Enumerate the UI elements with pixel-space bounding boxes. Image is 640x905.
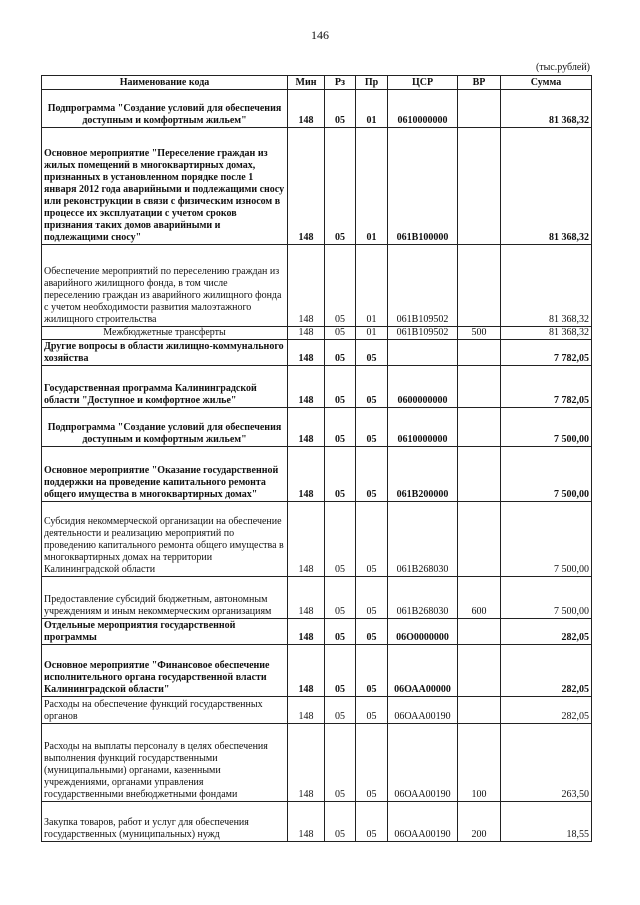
row-sum: 263,50 [501,724,592,802]
row-csr: 06ОАА00190 [388,724,458,802]
row-rz: 05 [325,697,356,724]
header-csr: ЦСР [388,76,458,90]
row-name: Основное мероприятие "Оказание государственной поддержки на проведение капитального ремонта общего имущества в многоквартирных домах" [42,447,288,502]
row-rz: 05 [325,577,356,619]
row-sum: 282,05 [501,645,592,697]
table-row [42,408,592,447]
row-name: Субсидия некоммерческой организации на обеспечение деятельности и реализацию мероприятий по проведению капитального ремонта общего имущества в многоквартирных домах на территории Калининградской области [42,502,288,577]
row-rz: 05 [325,502,356,577]
units-label: (тыс.рублей) [535,62,590,73]
row-sum: 7 500,00 [501,408,592,447]
row-min: 148 [288,128,325,245]
row-csr: 061В200000 [388,447,458,502]
row-min: 148 [288,502,325,577]
row-vr: 600 [458,577,501,619]
row-csr: 06ОАА00190 [388,802,458,842]
row-csr: 0610000000 [388,90,458,128]
row-min: 148 [288,724,325,802]
row-rz: 05 [325,645,356,697]
row-pr: 05 [356,577,388,619]
table-row [42,327,592,340]
row-rz: 05 [325,245,356,327]
row-name: Межбюджетные трансферты [42,327,288,340]
row-rz: 05 [325,366,356,408]
table-row [42,340,592,366]
table-row [42,802,592,842]
row-csr: 06ОАА00000 [388,645,458,697]
row-min: 148 [288,340,325,366]
row-min: 148 [288,697,325,724]
row-min: 148 [288,327,325,340]
table-row [42,245,592,327]
row-sum: 7 500,00 [501,577,592,619]
table-row [42,502,592,577]
row-rz: 05 [325,619,356,645]
row-rz: 05 [325,90,356,128]
row-vr [458,340,501,366]
header-min: Мин [288,76,325,90]
row-rz: 05 [325,408,356,447]
table-row [42,645,592,697]
table-header-row [42,76,592,90]
row-vr [458,408,501,447]
row-pr: 05 [356,340,388,366]
row-pr: 05 [356,619,388,645]
row-csr: 061В109502 [388,245,458,327]
row-name: Закупка товаров, работ и услуг для обеспечения государственных (муниципальных) нужд [42,802,288,842]
table-row [42,128,592,245]
row-rz: 05 [325,802,356,842]
row-sum: 81 368,32 [501,245,592,327]
row-name: Основное мероприятие "Финансовое обеспечение исполнительного органа государственной власти Калининградской области" [42,645,288,697]
row-name: Расходы на обеспечение функций государственных органов [42,697,288,724]
row-vr [458,619,501,645]
row-csr: 06ОАА00190 [388,697,458,724]
page-number: 146 [311,28,329,42]
header-pr: Пр [356,76,388,90]
table-row [42,90,592,128]
row-vr [458,447,501,502]
row-name: Расходы на выплаты персоналу в целях обеспечения выполнения функций государственными (муниципальными) органами, казенными учреждениями, органами управления государственными внебюджетными фондами [42,724,288,802]
row-vr: 200 [458,802,501,842]
row-pr: 05 [356,366,388,408]
row-min: 148 [288,366,325,408]
row-pr: 01 [356,245,388,327]
row-min: 148 [288,90,325,128]
header-sum: Сумма [501,76,592,90]
row-sum: 282,05 [501,619,592,645]
table-row [42,447,592,502]
row-csr [388,340,458,366]
header-name: Наименование кода [42,76,288,90]
row-vr [458,128,501,245]
row-rz: 05 [325,340,356,366]
row-sum: 18,55 [501,802,592,842]
row-rz: 05 [325,128,356,245]
row-sum: 81 368,32 [501,128,592,245]
row-csr: 061В268030 [388,502,458,577]
row-name: Предоставление субсидий бюджетным, автономным учреждениям и иным некоммерческим организациям [42,577,288,619]
row-name: Отдельные мероприятия государственной программы [42,619,288,645]
row-pr: 05 [356,802,388,842]
row-sum: 7 500,00 [501,447,592,502]
row-vr [458,90,501,128]
row-sum: 7 782,05 [501,340,592,366]
row-min: 148 [288,245,325,327]
row-name: Другие вопросы в области жилищно-коммунального хозяйства [42,340,288,366]
row-csr: 06О0000000 [388,619,458,645]
row-min: 148 [288,408,325,447]
table-row [42,366,592,408]
row-name: Основное мероприятие "Переселение граждан из жилых помещений в многоквартирных домах, признанных в установленном порядке после 1 января 2012 года аварийными и подлежащими сносу или реконструкции в связи с физическим износом в процессе их эксплуатации с учетом сроков признания таких домов аварийными и подлежащими сносу" [42,128,288,245]
row-name: Государственная программа Калининградской области "Доступное и комфортное жилье" [42,366,288,408]
table-row [42,619,592,645]
row-pr: 05 [356,724,388,802]
row-pr: 05 [356,502,388,577]
row-csr: 061В268030 [388,577,458,619]
row-sum: 7 782,05 [501,366,592,408]
budget-table [41,75,592,842]
row-sum: 81 368,32 [501,327,592,340]
row-vr [458,645,501,697]
row-sum: 7 500,00 [501,502,592,577]
row-pr: 05 [356,697,388,724]
row-rz: 05 [325,447,356,502]
row-sum: 282,05 [501,697,592,724]
row-csr: 0610000000 [388,408,458,447]
row-min: 148 [288,802,325,842]
row-pr: 05 [356,645,388,697]
row-vr: 100 [458,724,501,802]
row-vr [458,697,501,724]
row-name: Подпрограмма "Создание условий для обеспечения доступным и комфортным жильем" [42,90,288,128]
header-vr: ВР [458,76,501,90]
row-min: 148 [288,645,325,697]
row-vr: 500 [458,327,501,340]
row-sum: 81 368,32 [501,90,592,128]
row-min: 148 [288,619,325,645]
row-rz: 05 [325,327,356,340]
row-pr: 05 [356,408,388,447]
row-name: Обеспечение мероприятий по переселению граждан из аварийного жилищного фонда, в том числе переселению граждан из аварийного жилищного фонда с учетом необходимости развития малоэтажного жилищного строительства [42,245,288,327]
row-vr [458,366,501,408]
header-rz: Рз [325,76,356,90]
row-csr: 061В100000 [388,128,458,245]
table-row [42,577,592,619]
row-name: Подпрограмма "Создание условий для обеспечения доступным и комфортным жильем" [42,408,288,447]
row-csr: 061В109502 [388,327,458,340]
row-rz: 05 [325,724,356,802]
table-row [42,697,592,724]
row-pr: 01 [356,128,388,245]
row-csr: 0600000000 [388,366,458,408]
row-min: 148 [288,577,325,619]
row-vr [458,502,501,577]
row-pr: 01 [356,90,388,128]
row-vr [458,245,501,327]
row-pr: 01 [356,327,388,340]
row-pr: 05 [356,447,388,502]
row-min: 148 [288,447,325,502]
table-row [42,724,592,802]
